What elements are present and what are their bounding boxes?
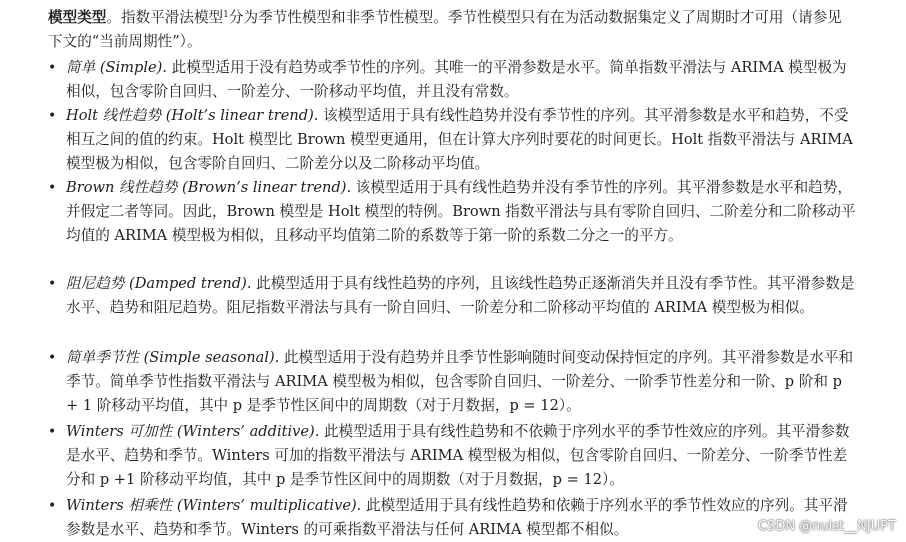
bullet-dot: • — [48, 424, 57, 440]
bullet-dot: • — [48, 276, 57, 292]
model-description: 此模型适用于具有线性趋势和不依赖于序列水平的季节性效应的序列。其平滑参数是水平、趋势和季节。Winters 可加的指数平滑法与 ARIMA 模型极为相似，包含零阶自回归、一阶差分、一阶季节性差分和 p +1 阶移动平均值，其中 p 是季节性区间中的周期数（对于月数据，p = 12）。 — [66, 423, 850, 488]
model-description: 此模型适用于没有趋势或季节性的序列。其唯一的平滑参数是水平。简单指数平滑法与 ARIMA 模型极为相似，包含零阶自回归、一阶差分、一阶移动平均值，并且没有常数。 — [66, 59, 847, 100]
bullet-dot: • — [48, 350, 57, 366]
model-name: 阻尼趋势 (Damped trend). — [66, 275, 252, 292]
model-description: 此模型适用于具有线性趋势的序列，且该线性趋势正逐渐消失并且没有季节性。其平滑参数是水平、趋势和阻尼趋势。阻尼指数平滑法与具有一阶自回归、一阶差分和二阶移动平均值的 ARIMA 模型极为相似。 — [66, 275, 855, 316]
model-name: Brown 线性趋势 (Brown’s linear trend). — [66, 179, 352, 196]
model-description: 此模型适用于没有趋势并且季节性影响随时间变动保持恒定的序列。其平滑参数是水平和季节。简单季节性指数平滑法与 ARIMA 模型极为相似，包含零阶自回归、一阶差分、一阶季节性差分和一阶、p 阶和 p + 1 阶移动平均值，其中 p 是季节性区间中的周期数（对于月数据，p = 12）。 — [66, 349, 854, 414]
intro-term: 模型类型 — [48, 9, 107, 26]
bullet-dot: • — [48, 60, 57, 76]
model-name: Winters 相乘性 (Winters’ multiplicative). — [66, 497, 362, 514]
bullet-dot: • — [48, 108, 57, 124]
footnote-ref: 1 — [223, 10, 229, 20]
model-name: 简单季节性 (Simple seasonal). — [66, 349, 280, 366]
model-description: 该模型适用于具有线性趋势并没有季节性的序列。其平滑参数是水平和趋势，并假定二者等同。因此，Brown 模型是 Holt 模型的特例。Brown 指数平滑法与具有零阶自回归、二阶差分和二阶移动平均值的 ARIMA 模型极为相似，且移动平均值第二阶的系数等于第一阶的系数二分之一的平方。 — [66, 179, 856, 244]
model-description: 该模型适用于具有线性趋势并没有季节性的序列。其平滑参数是水平和趋势，不受相互之间的值的约束。Holt 模型比 Brown 模型更通用，但在计算大序列时要花的时间更长。Holt 指数平滑法与 ARIMA 模型极为相似，包含零阶自回归、二阶差分以及二阶移动平均值。 — [66, 107, 853, 172]
model-name: Winters 可加性 (Winters’ additive). — [66, 423, 320, 440]
model-description: 此模型适用于具有线性趋势和依赖于序列水平的季节性效应的序列。其平滑参数是水平、趋势和季节。Winters 的可乘指数平滑法与任何 ARIMA 模型都不相似。 — [66, 497, 848, 538]
csdn-watermark: CSDN @nuist__NJUPT — [757, 519, 896, 534]
bullet-dot: • — [48, 180, 57, 196]
bullet-dot: • — [48, 498, 57, 514]
model-name: Holt 线性趋势 (Holt’s linear trend). — [66, 107, 319, 124]
intro-text-after-sup: 分为季节性模型和非季节性模型。季节性模型只有在为活动数据集定义了周期时才可用（请参见下文的“当前周期性”）。 — [48, 9, 842, 50]
intro-text-before-sup: 。指数平滑法模型 — [106, 9, 224, 26]
model-name: 简单 (Simple). — [66, 59, 168, 76]
intro-paragraph — [48, 6, 848, 54]
